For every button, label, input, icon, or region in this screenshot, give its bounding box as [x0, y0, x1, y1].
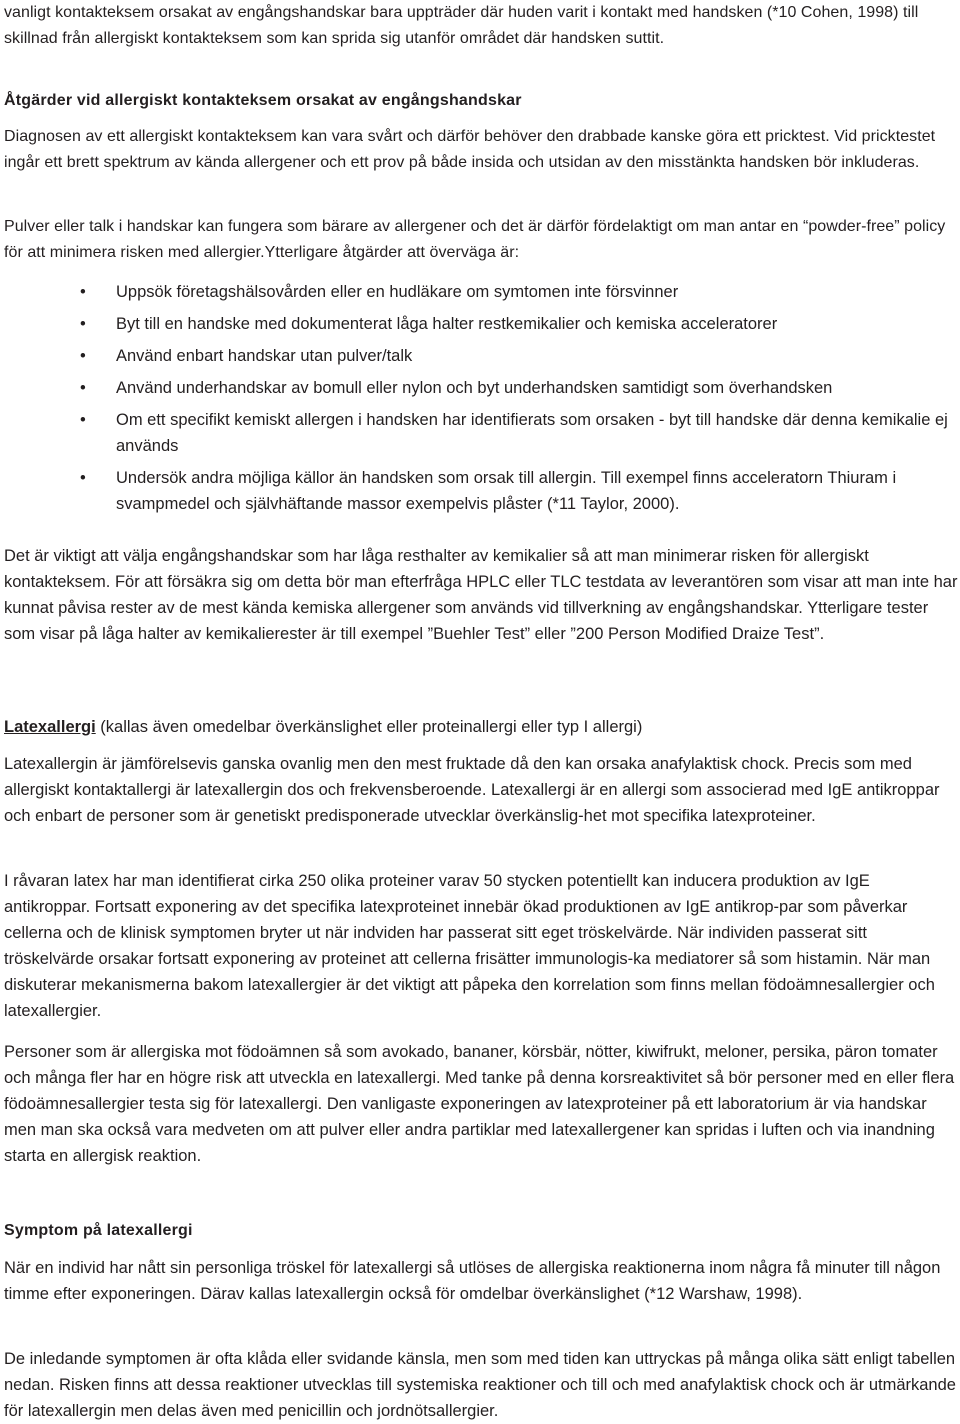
list-item — [4, 465, 958, 517]
latex-heading-block — [4, 714, 958, 740]
latex-heading — [4, 714, 958, 740]
pulver-paragraph-block — [4, 214, 958, 266]
measures-list-block — [4, 279, 958, 523]
atgarder-heading: Åtgärder vid allergiskt kontakteksem orsakat av engångshandskar — [4, 92, 522, 109]
intro-paragraph: vanligt kontakteksem orsakat av engångshandskar bara uppträder där huden varit i kontakt med handsken (*10 Cohen, 1998) till skillnad från allergiskt kontakteksem som kan sprida sig utanför området där handsken suttit. — [4, 4, 919, 47]
list-item-text: Använd underhandskar av bomull eller nylon och byt underhandsken samtidigt som överhandsken — [116, 379, 833, 397]
list-item — [4, 279, 958, 305]
latex1-paragraph-block — [4, 751, 958, 829]
bullet-icon: • — [80, 315, 86, 333]
list-item-text: Byt till en handske med dokumenterat låga halter restkemikalier och kemiska acceleratorer — [116, 315, 778, 333]
latex-heading-title: Latexallergi — [4, 718, 96, 736]
symptom1-paragraph-block — [4, 1255, 958, 1307]
list-item — [4, 311, 958, 337]
pulver-paragraph: Pulver eller talk i handskar kan fungera som bärare av allergener och det är därför fördelaktigt om man antar en “powder-free” policy för att minimera risken med allergier.Ytterligare åtgärder att överväga är: — [4, 218, 946, 261]
latex1-paragraph: Latexallergin är jämförelsevis ganska ovanlig men den mest fruktade då den kan orsaka anafylaktisk chock. Precis som med allergiskt kontaktallergi är latexallergin dos och frekvensberoende. Latexallergi är en allergi som associerad med IgE antikroppar och enbart de personer som är genetiskt predisponerade utvecklar överkänslig-het mot specifika latexproteiner. — [4, 755, 940, 825]
list-item-text: Uppsök företagshälsovården eller en hudläkare om symtomen inte försvinner — [116, 283, 679, 301]
viktigt-paragraph-block — [4, 543, 958, 647]
viktigt-paragraph: Det är viktigt att välja engångshandskar som har låga resthalter av kemikalier så att man minimerar risken för allergiskt kontakteksem. För att försäkra sig om detta bör man efterfråga HPLC eller TLC testdata av leverantören som visar att man inte har kunnat påvisa rester av de mest kända kemiska allergener som används vid tillverkning av engångshandskar. Ytterligare tester som visar på låga halter av kemikalierester är till exempel ”Buehler Test” eller ”200 Person Modified Draize Test”. — [4, 547, 958, 643]
intro-paragraph-block — [4, 0, 958, 52]
atgarder-heading-block — [4, 88, 958, 114]
latex3-paragraph-block — [4, 1039, 958, 1169]
symptom-heading-block — [4, 1218, 958, 1244]
bullet-icon: • — [80, 347, 86, 365]
symptom-heading: Symptom på latexallergi — [4, 1222, 193, 1239]
list-item — [4, 343, 958, 369]
diagnos-paragraph-block — [4, 124, 958, 176]
bullet-icon: • — [80, 379, 86, 397]
list-item-text: Undersök andra möjliga källor än handsken som orsak till allergin. Till exempel finns acceleratorn Thiuram i svampmedel och självhäftande massor exempelvis plåster (*11 Taylor, 2000). — [116, 469, 897, 513]
diagnos-paragraph: Diagnosen av ett allergiskt kontakteksem kan vara svårt och därför behöver den drabbade kanske göra ett pricktest. Vid pricktestet ingår ett brett spektrum av kända allergener och ett prov på både insida och utsidan av den misstänkta handsken bör inkluderas. — [4, 128, 936, 171]
measures-list — [4, 279, 958, 517]
latex3-paragraph: Personer som är allergiska mot födoämnen så som avokado, bananer, körsbär, nötter, kiwifrukt, meloner, persika, päron tomater och många fler har en högre risk att utveckla en latexallergi. Med tanke på denna korsreaktivitet så bör personer med en eller flera födoämnesallergier testa sig för latexallergi. Den vanligaste exponeringen av latexproteiner på ett laboratorium är via handskar men man ska också vara medveten om att pulver eller andra partiklar med latexallergener kan spridas i luften och via inandning starta en allergisk reaktion. — [4, 1043, 955, 1165]
list-item — [4, 407, 958, 459]
symptom2-paragraph: De inledande symptomen är ofta klåda eller svidande känsla, men som med tiden kan uttryckas på många olika sätt enligt tabellen nedan. Risken finns att dessa reaktioner utvecklas till systemiska reaktioner och till och med anafylaktisk chock och är utmärkande för latexallergin men delas även med penicillin och jordnötsallergier. — [4, 1350, 956, 1420]
latex2-paragraph-block — [4, 868, 958, 1024]
symptom2-paragraph-block — [4, 1346, 958, 1424]
bullet-icon: • — [80, 469, 86, 487]
list-item-text: Använd enbart handskar utan pulver/talk — [116, 347, 413, 365]
list-item — [4, 375, 958, 401]
bullet-icon: • — [80, 283, 86, 301]
list-item-text: Om ett specifikt kemiskt allergen i handsken har identifierats som orsaken - byt till handske där denna kemikalie ej används — [116, 411, 948, 455]
symptom1-paragraph: När en individ har nått sin personliga tröskel för latexallergi så utlöses de allergiska reaktionerna inom några få minuter till någon timme efter exponeringen. Därav kallas latexallergin också för omdelbar överkänslighet (*12 Warshaw, 1998). — [4, 1259, 941, 1303]
bullet-icon: • — [80, 411, 86, 429]
latex-heading-subtitle: (kallas även omedelbar överkänslighet eller proteinallergi eller typ I allergi) — [95, 718, 643, 736]
latex2-paragraph: I råvaran latex har man identifierat cirka 250 olika proteiner varav 50 stycken potentiellt kan inducera produktion av IgE antikroppar. Fortsatt exponering av det specifika latexproteinet innebär ökad produktionen av IgE antikrop-par som påverkar cellerna och de klinisk symptomen bryter ut när indviden har passerat sitt eget tröskelvärde. När individen passerat sitt tröskelvärde orsakar fortsatt exponering av proteinet att cellerna frisätter immunologis-ka mediatorer så som histamin. När man diskuterar mekanismerna bakom latexallergier är det viktigt att påpeka den korrelation som finns mellan födoämnesallergier och latexallergier. — [4, 872, 935, 1020]
